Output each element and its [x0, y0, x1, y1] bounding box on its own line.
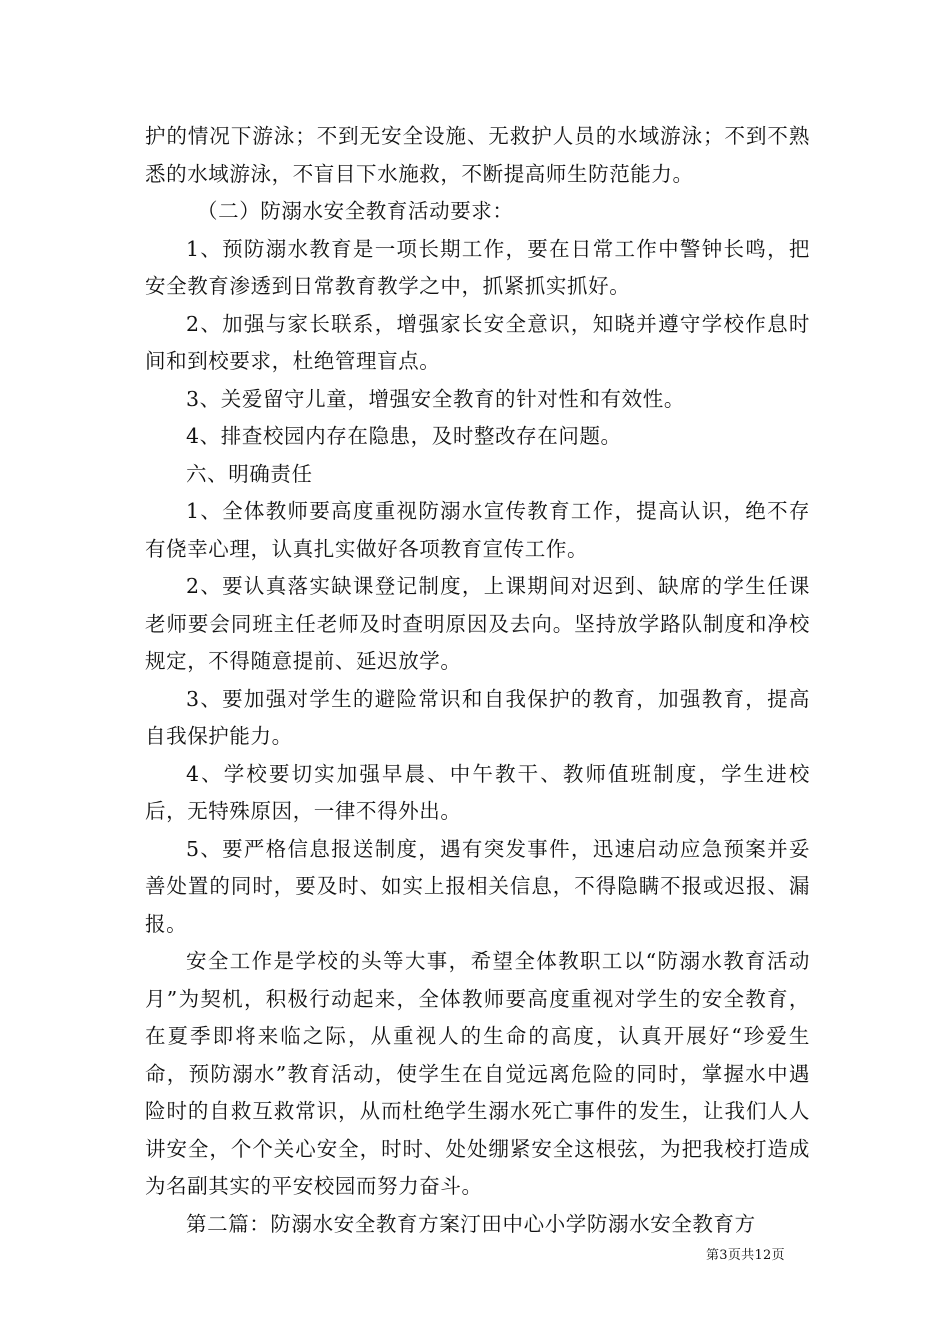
paragraph-5: 3、关爱留守儿童，增强安全教育的针对性和有效性。	[186, 386, 685, 411]
paragraph-9: 2、要认真落实缺课登记制度，上课期间对迟到、缺席的学生任课老师要会同班主任老师及时查明原因及去向。坚持放学路队制度和净校规定，不得随意提前、延迟放学。	[145, 574, 810, 673]
paragraph-12: 5、要严格信息报送制度，遇有突发事件，迅速启动应急预案并妥善处置的同时，要及时、如实上报相关信息，不得隐瞒不报或迟报、漏报。	[145, 836, 810, 936]
paragraph-3: 1、预防溺水教育是一项长期工作，要在日常工作中警钟长鸣，把安全教育渗透到日常教育教学之中，抓紧抓实抓好。	[145, 236, 810, 298]
document-body	[145, 118, 810, 1243]
paragraph-2-subheading: （二）防溺水安全教育活动要求：	[197, 199, 514, 223]
paragraph-13: 安全工作是学校的头等大事，希望全体教职工以“防溺水教育活动月”为契机，积极行动起来，全体教师要高度重视对学生的安全教育，在夏季即将来临之际，从重视人的生命的高度，认真开展好“珍爱生命，预防溺水”教育活动，使学生在自觉远离危险的同时，掌握水中遇险时的自救互救常识，从而杜绝学生溺水死亡事件的发生，让我们人人讲安全，个个关心安全，时时、处处绷紧安全这根弦，为把我校打造成为名副其实的平安校园而努力奋斗。	[145, 949, 810, 1198]
paragraph-14: 第二篇：防溺水安全教育方案汀田中心小学防溺水安全教育方	[186, 1211, 756, 1236]
paragraph-6: 4、排查校园内存在隐患，及时整改存在问题。	[186, 424, 622, 448]
paragraph-4: 2、加强与家长联系，增强家长安全意识，知晓并遵守学校作息时间和到校要求，杜绝管理盲点。	[145, 311, 810, 373]
page-number-footer: 第3页共12页	[706, 1248, 785, 1263]
paragraph-11: 4、学校要切实加强早晨、中午教干、教师值班制度，学生进校后，无特殊原因，一律不得外出。	[145, 761, 810, 823]
paragraph-10: 3、要加强对学生的避险常识和自我保护的教育，加强教育，提高自我保护能力。	[145, 686, 810, 748]
paragraph-7-heading: 六、明确责任	[186, 461, 313, 486]
paragraph-1: 护的情况下游泳；不到无安全设施、无救护人员的水域游泳；不到不熟悉的水域游泳，不盲目下水施救，不断提高师生防范能力。	[145, 124, 810, 186]
paragraph-8: 1、全体教师要高度重视防溺水宣传教育工作，提高认识，绝不存有侥幸心理，认真扎实做好各项教育宣传工作。	[145, 499, 810, 561]
